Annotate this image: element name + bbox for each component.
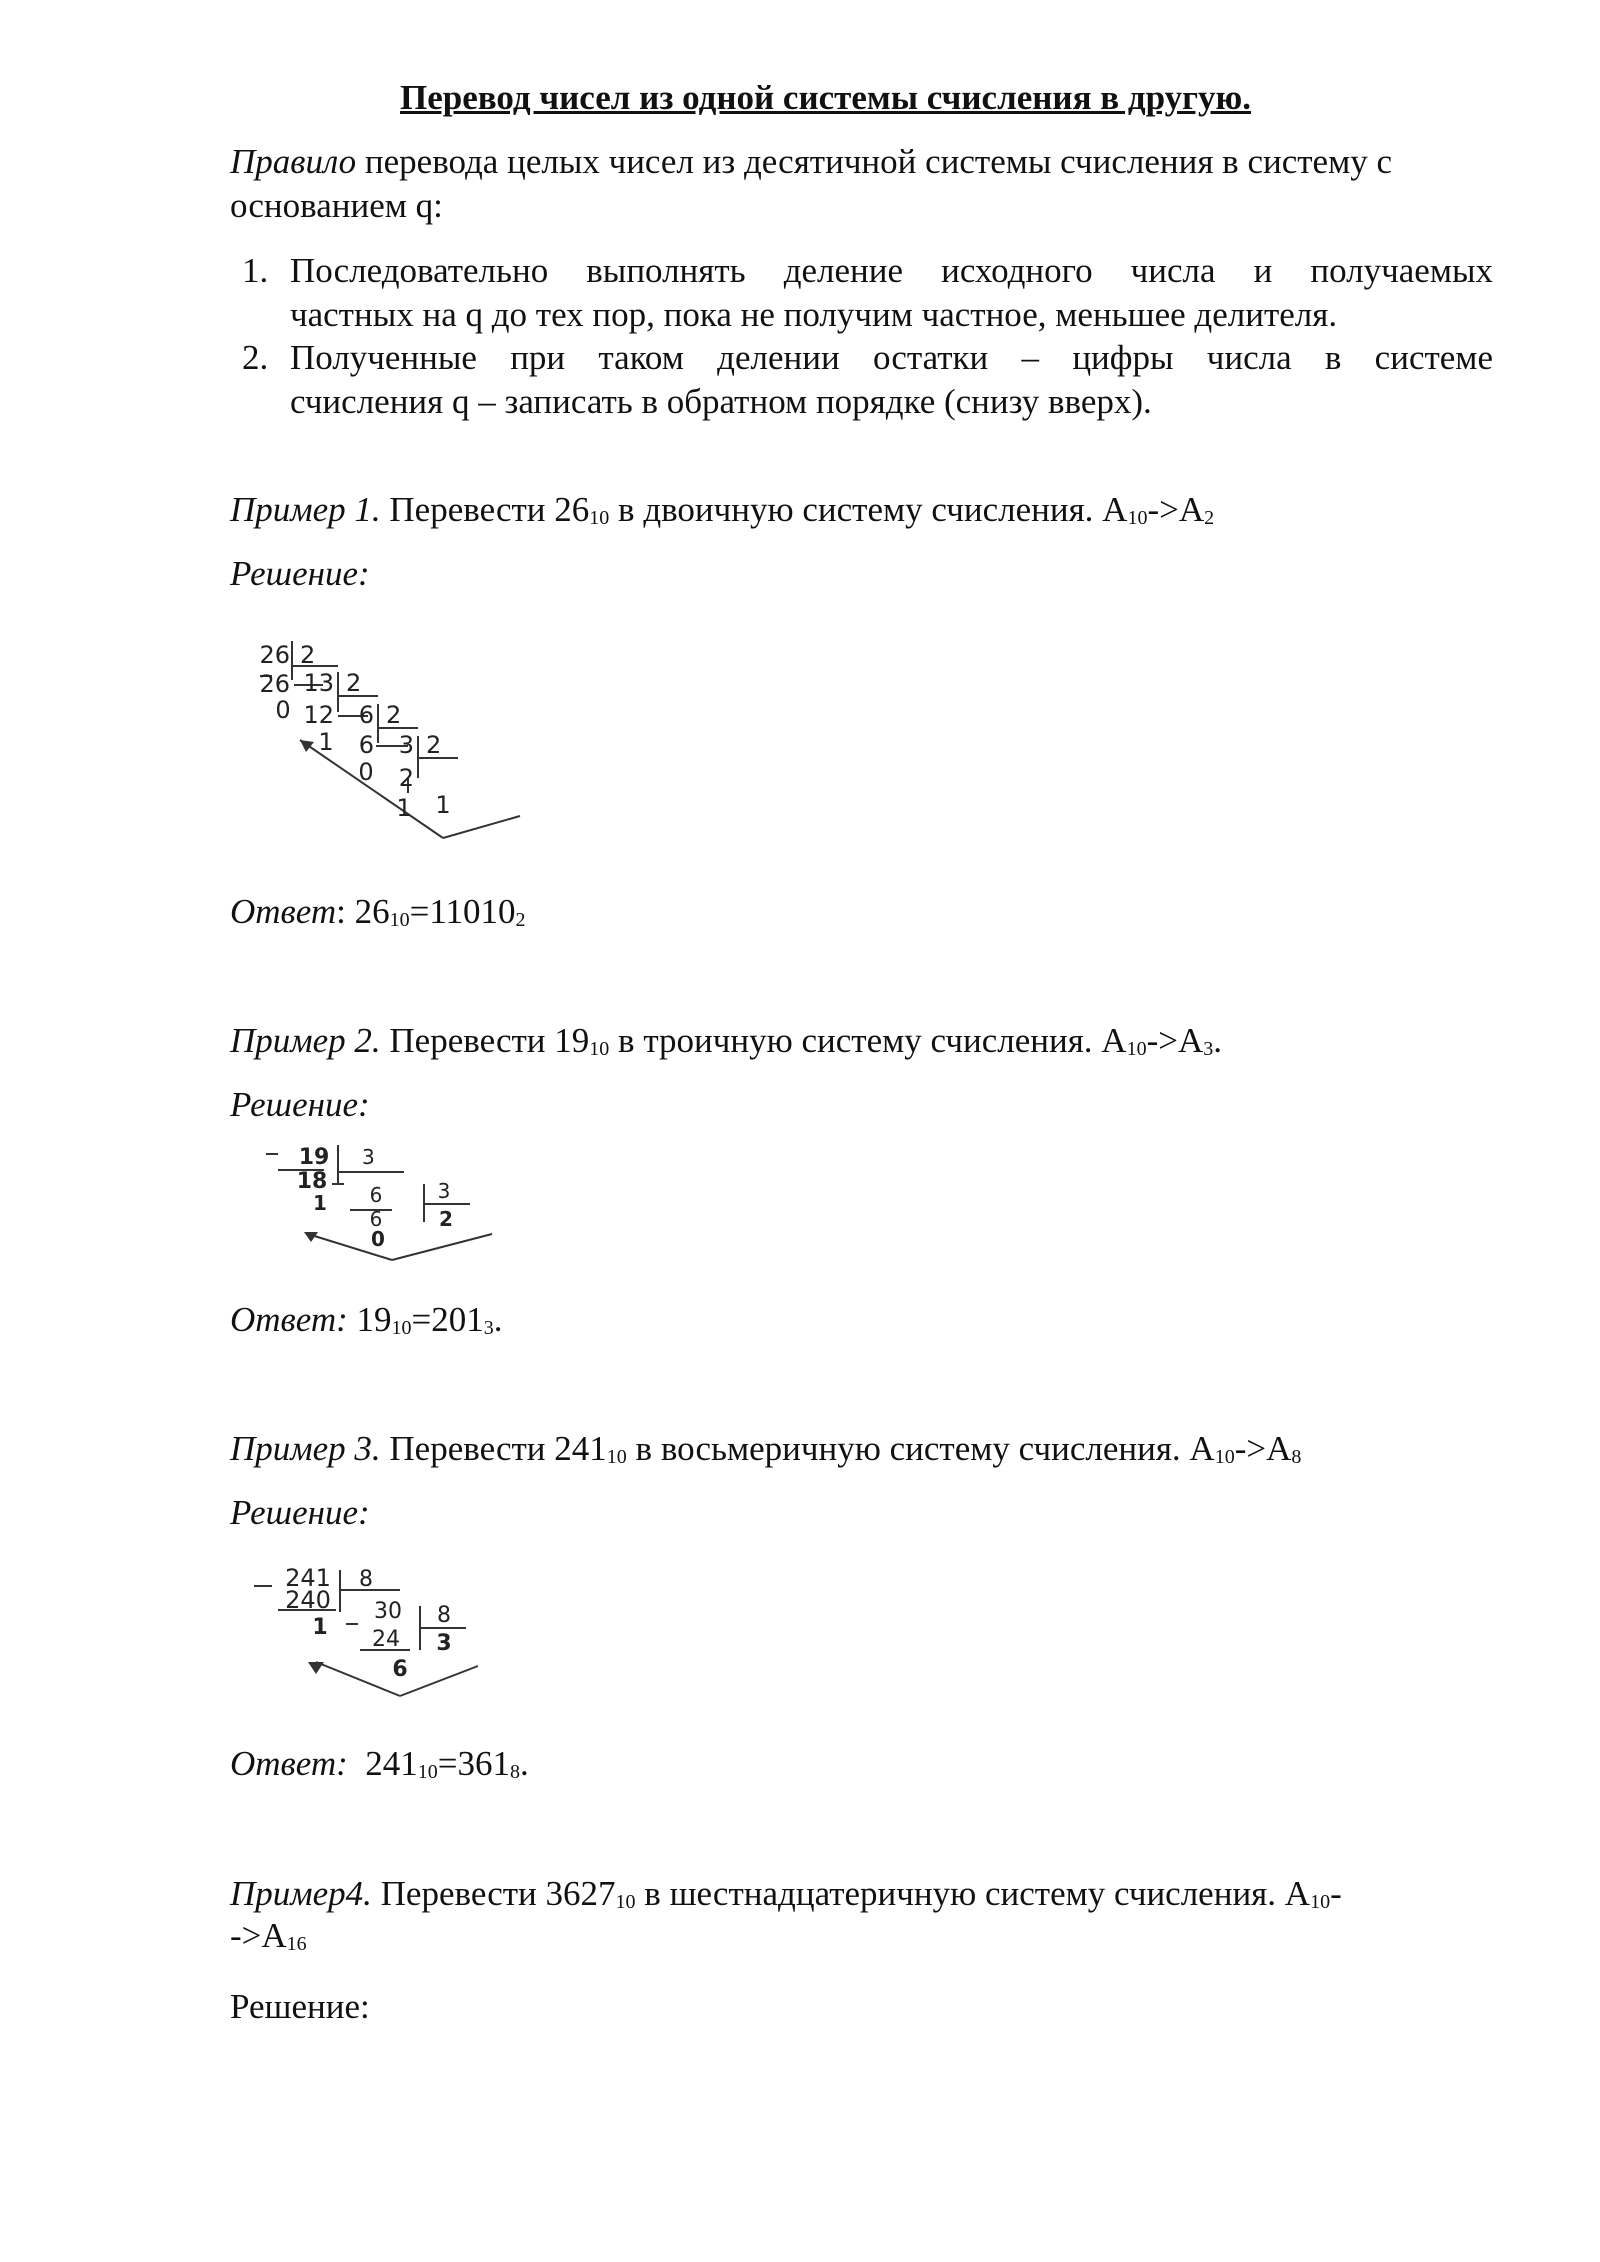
calc-product: 6	[358, 731, 374, 759]
step-1-line-2: частных на q до тех пор, пока не получим частное, меньшее делителя.	[290, 295, 1338, 334]
example-1-text: Перевести 26	[380, 490, 590, 529]
example-4-heading: Пример4. Перевести $3627_{10}$ в шестнадцатеричную систему счисления. $А_{10}-$	[230, 1874, 1342, 1913]
calc-remainder: 1	[312, 1615, 328, 1640]
example-1-label: Пример 1.	[230, 490, 381, 529]
calc-product: 26	[259, 670, 290, 698]
example-2-answer: Ответ: $19_{10}=201_3$.	[230, 1300, 503, 1339]
example-1-answer: Ответ: $26_{10}=11010_2$	[230, 892, 526, 931]
answer-result: =11010	[409, 892, 516, 931]
calc-divisor: 3	[362, 1145, 375, 1169]
rule-lead: Правило	[230, 142, 357, 181]
calc-remainder: 1	[313, 1191, 327, 1215]
example-4-solution-label: Решение:	[230, 1987, 370, 2026]
answer-label: Ответ	[230, 892, 337, 931]
calc-last-quotient: 1	[435, 791, 451, 819]
calc-divisor: 2	[346, 669, 362, 697]
example-2-solution-label: Решение:	[230, 1085, 370, 1124]
example-3-answer: Ответ: $241_{10}=361_8$.	[230, 1744, 529, 1783]
calc-remainder: 0	[358, 758, 374, 786]
calc-dividend: 30	[374, 1599, 402, 1624]
step-1-number: 1.	[242, 251, 269, 290]
calc-product: 2	[398, 764, 414, 792]
calc-dividend: 13	[303, 669, 334, 697]
step-2-line-2: счисления q – записать в обратном порядке (снизу вверх).	[290, 382, 1152, 421]
rule-text: перевода целых чисел из десятичной системы счисления в систему с	[356, 142, 1393, 181]
example-3-heading: Пример 3. Перевести $241_{10}$ в восьмеричную систему счисления. $А_{10}->А_8$	[230, 1429, 1302, 1468]
example-2-division-diagram	[264, 1142, 504, 1267]
example-4-heading-line-2: $->А_{16}$	[230, 1916, 307, 1955]
step-2-line-1: Полученные при таком делении остатки – цифры числа в системе	[290, 338, 1493, 377]
example-1-from-base: 10	[1127, 507, 1148, 529]
calc-divisor: 2	[386, 701, 402, 729]
calc-divisor: 3	[437, 1179, 451, 1203]
calc-dividend: 26	[259, 641, 290, 669]
calc-divisor: 8	[359, 1567, 373, 1592]
example-1-text-b: в двоичную систему счисления. А	[609, 490, 1128, 529]
calc-product: 240	[285, 1586, 331, 1614]
calc-product: 12	[303, 701, 334, 729]
example-2-label: Пример 2.	[230, 1021, 381, 1060]
rule-text-2: основанием q:	[230, 186, 443, 225]
example-2-heading: Пример 2. Перевести $19_{10}$ в троичную систему счисления. $А_{10}->А_3$.	[230, 1021, 1222, 1060]
page-title: Перевод чисел из одной системы счисления в другую.	[400, 78, 1252, 117]
calc-dividend: 3	[398, 731, 414, 759]
calc-last-quotient: 3	[436, 1631, 452, 1656]
calc-dividend: 19	[298, 1145, 330, 1170]
calc-remainder: 1	[318, 728, 334, 756]
example-3-solution-label: Решение:	[230, 1493, 370, 1532]
example-1-heading	[230, 488, 1214, 532]
calc-product: 18	[296, 1169, 328, 1194]
example-1-division-diagram	[258, 638, 538, 848]
calc-remainder: 0	[371, 1227, 385, 1251]
calc-divisor: 2	[300, 641, 316, 669]
example-4-label: Пример4.	[230, 1874, 372, 1913]
calc-divisor: 8	[437, 1603, 451, 1628]
answer-label: Ответ	[230, 1300, 337, 1339]
calc-remainder: 6	[392, 1657, 408, 1682]
calc-dividend: 6	[369, 1183, 383, 1207]
calc-divisor: 2	[426, 731, 442, 759]
example-1-to-base: 2	[1204, 507, 1215, 529]
rule-line-1	[230, 140, 1392, 184]
calc-remainder: 0	[275, 696, 291, 724]
calc-product: 24	[372, 1627, 400, 1652]
example-1-base: 10	[589, 507, 610, 529]
calc-dividend: 241	[285, 1566, 331, 1592]
step-1-line-1: Последовательно выполнять деление исходного числа и получаемых	[290, 251, 1493, 290]
answer-label: Ответ	[230, 1744, 337, 1783]
example-1-solution-label: Решение:	[230, 554, 370, 593]
calc-remainder: 1	[396, 794, 412, 822]
example-3-label: Пример 3.	[230, 1429, 381, 1468]
calc-last-quotient: 2	[439, 1207, 453, 1231]
example-1-arrow: ->А	[1147, 490, 1205, 529]
calc-product: 6	[369, 1207, 383, 1231]
example-3-division-diagram	[250, 1566, 500, 1706]
step-2-number: 2.	[242, 338, 269, 377]
calc-dividend: 6	[358, 701, 374, 729]
answer-number: 26	[354, 892, 390, 931]
